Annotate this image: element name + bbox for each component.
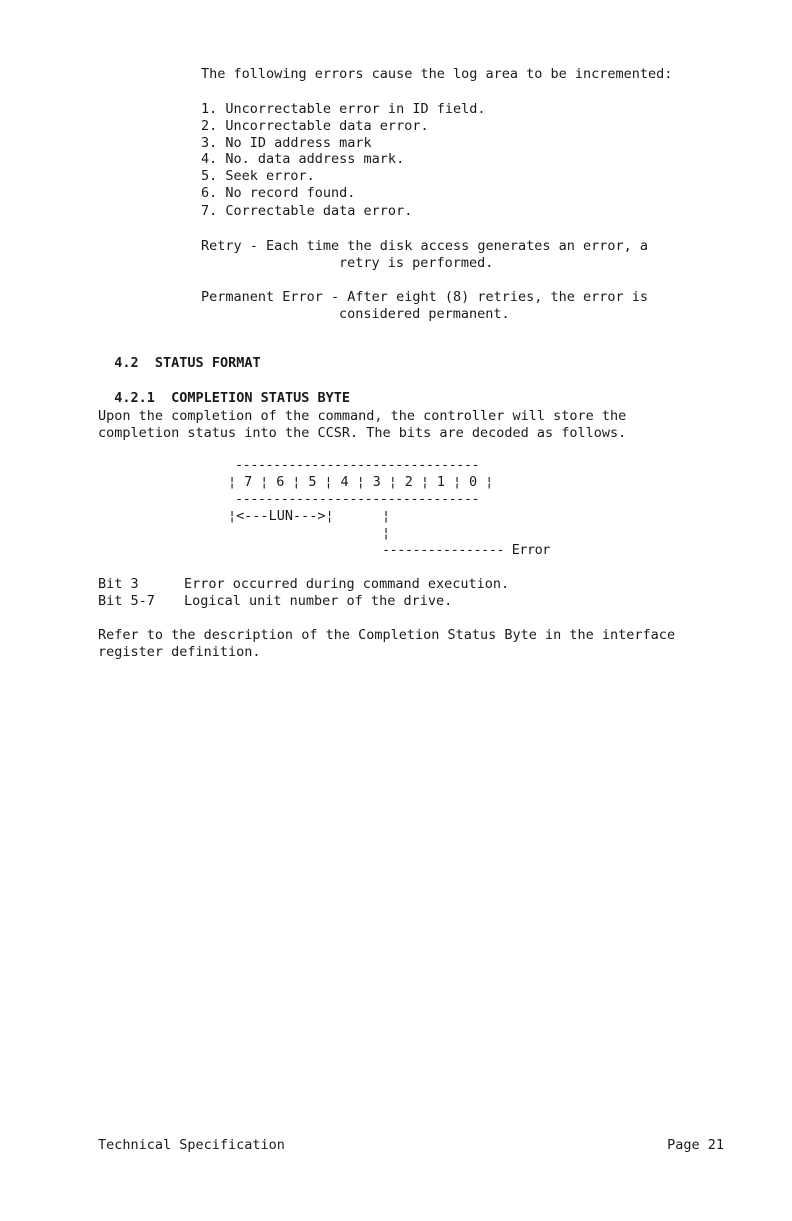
body-text: completion status into the CCSR. The bits are decoded as follows.: [98, 425, 627, 441]
bit-cell: 2: [404, 474, 413, 490]
permanent-error-definition-continued: considered permanent.: [339, 306, 510, 322]
footer-title: Technical Specification: [98, 1137, 285, 1153]
section-title: COMPLETION STATUS BYTE: [171, 390, 350, 406]
body-text: Upon the completion of the command, the controller will store the: [98, 408, 627, 424]
error-pointer: [382, 542, 550, 559]
bit-cell: 4: [340, 474, 349, 490]
error-list-item: 6. No record found.: [201, 185, 356, 201]
bit-definition-text: Error occurred during command execution.: [184, 576, 510, 592]
bit-diagram-row: ¦ 7 ¦ 6 ¦ 5 ¦ 4 ¦ 3 ¦ 2 ¦ 1 ¦ 0 ¦: [228, 474, 494, 490]
bit-cell: 5: [308, 474, 317, 490]
bit-definition-text: Logical unit number of the drive.: [184, 593, 453, 609]
page-number: Page 21: [667, 1137, 724, 1153]
lun-label: <---LUN--->: [236, 508, 326, 524]
bit-definition-label: Bit 5-7: [98, 593, 155, 609]
bit-cell: 0: [469, 474, 478, 490]
error-pointer-line: ¦: [382, 525, 391, 541]
section-number: 4.2: [114, 355, 139, 371]
intro-text: The following errors cause the log area to be incremented:: [201, 66, 673, 82]
section-title: STATUS FORMAT: [154, 355, 261, 371]
bit-definition-label: Bit 3: [98, 576, 139, 592]
bit-cell: 3: [372, 474, 381, 490]
retry-definition-continued: retry is performed.: [339, 255, 494, 271]
refer-text: register definition.: [98, 644, 261, 660]
permanent-error-definition: Permanent Error - After eight (8) retries, the error is: [201, 289, 649, 305]
section-heading-4-2-1: [98, 373, 350, 407]
section-heading-4-2: [98, 338, 261, 372]
diagram-bottom-rule: --------------------------------: [235, 491, 480, 507]
error-label: Error: [511, 542, 550, 558]
bit-cell: 1: [436, 474, 446, 490]
error-list-item: 7. Correctable data error.: [201, 203, 413, 219]
error-list-item: 2. Uncorrectable data error.: [201, 118, 429, 134]
section-number: 4.2.1: [114, 390, 155, 406]
lun-marker: ¦<---LUN--->¦: [228, 508, 334, 524]
error-pointer-line: ¦: [382, 508, 391, 524]
error-list-item: 4. No. data address mark.: [201, 151, 405, 167]
diagram-top-rule: --------------------------------: [235, 457, 480, 473]
error-list-item: 5. Seek error.: [201, 168, 315, 184]
retry-definition: Retry - Each time the disk access generates an error, a: [201, 238, 649, 254]
refer-text: Refer to the description of the Completion Status Byte in the interface: [98, 627, 676, 643]
bit-cell: 7: [244, 474, 253, 490]
error-list-item: 3. No ID address mark: [201, 135, 372, 151]
error-list-item: 1. Uncorrectable error in ID field.: [201, 101, 486, 117]
error-pointer-dashes: ----------------: [382, 542, 505, 558]
bit-cell: 6: [276, 474, 285, 490]
